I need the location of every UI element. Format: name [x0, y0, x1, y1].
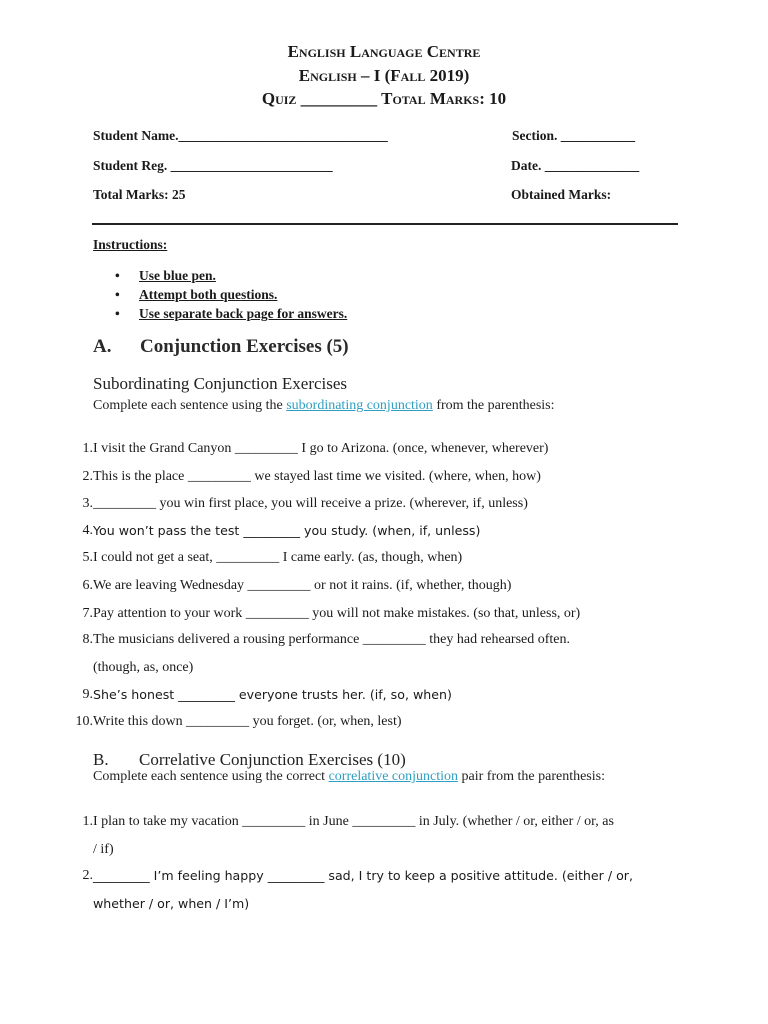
section-field: Section. ___________: [512, 128, 635, 143]
total-marks-field: Total Marks: 25: [93, 187, 186, 202]
bullet-icon: •: [115, 287, 120, 302]
course-title: English – I (Fall 2019): [298, 66, 470, 85]
correlative-conjunction-link[interactable]: correlative conjunction: [328, 769, 459, 784]
instructions-title: Instructions:: [93, 237, 168, 252]
section-a-heading: A. Conjunction Exercises (5): [93, 336, 349, 357]
obtained-marks-field: Obtained Marks:: [511, 187, 612, 202]
question-item: 1. I plan to take my vacation _________ in June _________ in July. (whether / or, either / or, as: [82, 814, 614, 829]
section-a-subtitle: Subordinating Conjunction Exercises: [93, 374, 348, 393]
student-name-field: Student Name._______________________________: [93, 128, 388, 143]
question-continuation: whether / or, when / I’m): [93, 896, 250, 911]
question-item: 2. _________ I’m feeling happy _________ sad, I try to keep a positive attitude. (either / or,: [82, 868, 633, 883]
section-a-instruction: Complete each sentence using the subordinating conjunction from the parenthesis:: [93, 398, 555, 413]
question-item: 5. I could not get a seat, _________ I came early. (as, though, when): [82, 550, 463, 565]
question-item: 9. She’s honest _________ everyone trusts her. (if, so, when): [82, 687, 452, 702]
date-field: Date. ______________: [511, 158, 640, 173]
question-continuation: / if): [93, 842, 114, 857]
question-item: 8. The musicians delivered a rousing performance _________ they had rehearsed often.: [82, 632, 570, 647]
instruction-item: • Attempt both questions.: [115, 287, 278, 302]
instructions-list: [93, 266, 347, 323]
bullet-icon: •: [115, 306, 120, 321]
question-item: 2. This is the place _________ we stayed last time we visited. (where, when, how): [82, 469, 541, 484]
quiz-title: Quiz _________ Total Marks: 10: [261, 89, 507, 108]
bullet-icon: •: [115, 268, 120, 283]
question-item: 10. Write this down _________ you forget. (or, when, lest): [75, 714, 402, 729]
question-continuation: (though, as, once): [93, 660, 194, 675]
instruction-item: • Use separate back page for answers.: [115, 306, 348, 321]
section-b-instruction: Complete each sentence using the correct correlative conjunction pair from the parenthesis:: [93, 769, 605, 784]
header-divider: [92, 223, 678, 225]
section-b-heading: B. Correlative Conjunction Exercises (10): [93, 750, 406, 769]
student-reg-field: Student Reg. ________________________: [93, 158, 333, 173]
subordinating-conjunction-link[interactable]: subordinating conjunction: [286, 398, 433, 413]
question-item: 6. We are leaving Wednesday _________ or not it rains. (if, whether, though): [82, 578, 512, 593]
question-item: 3. _________ you win first place, you will receive a prize. (wherever, if, unless): [82, 496, 528, 511]
instruction-item: • Use blue pen.: [115, 268, 216, 283]
centre-title: English Language Centre: [287, 42, 481, 61]
question-item: 1. I visit the Grand Canyon _________ I go to Arizona. (once, whenever, wherever): [82, 441, 549, 456]
question-item: 4. You won’t pass the test _________ you study. (when, if, unless): [82, 523, 481, 538]
question-item: 7. Pay attention to your work _________ you will not make mistakes. (so that, unless, or): [82, 606, 581, 621]
